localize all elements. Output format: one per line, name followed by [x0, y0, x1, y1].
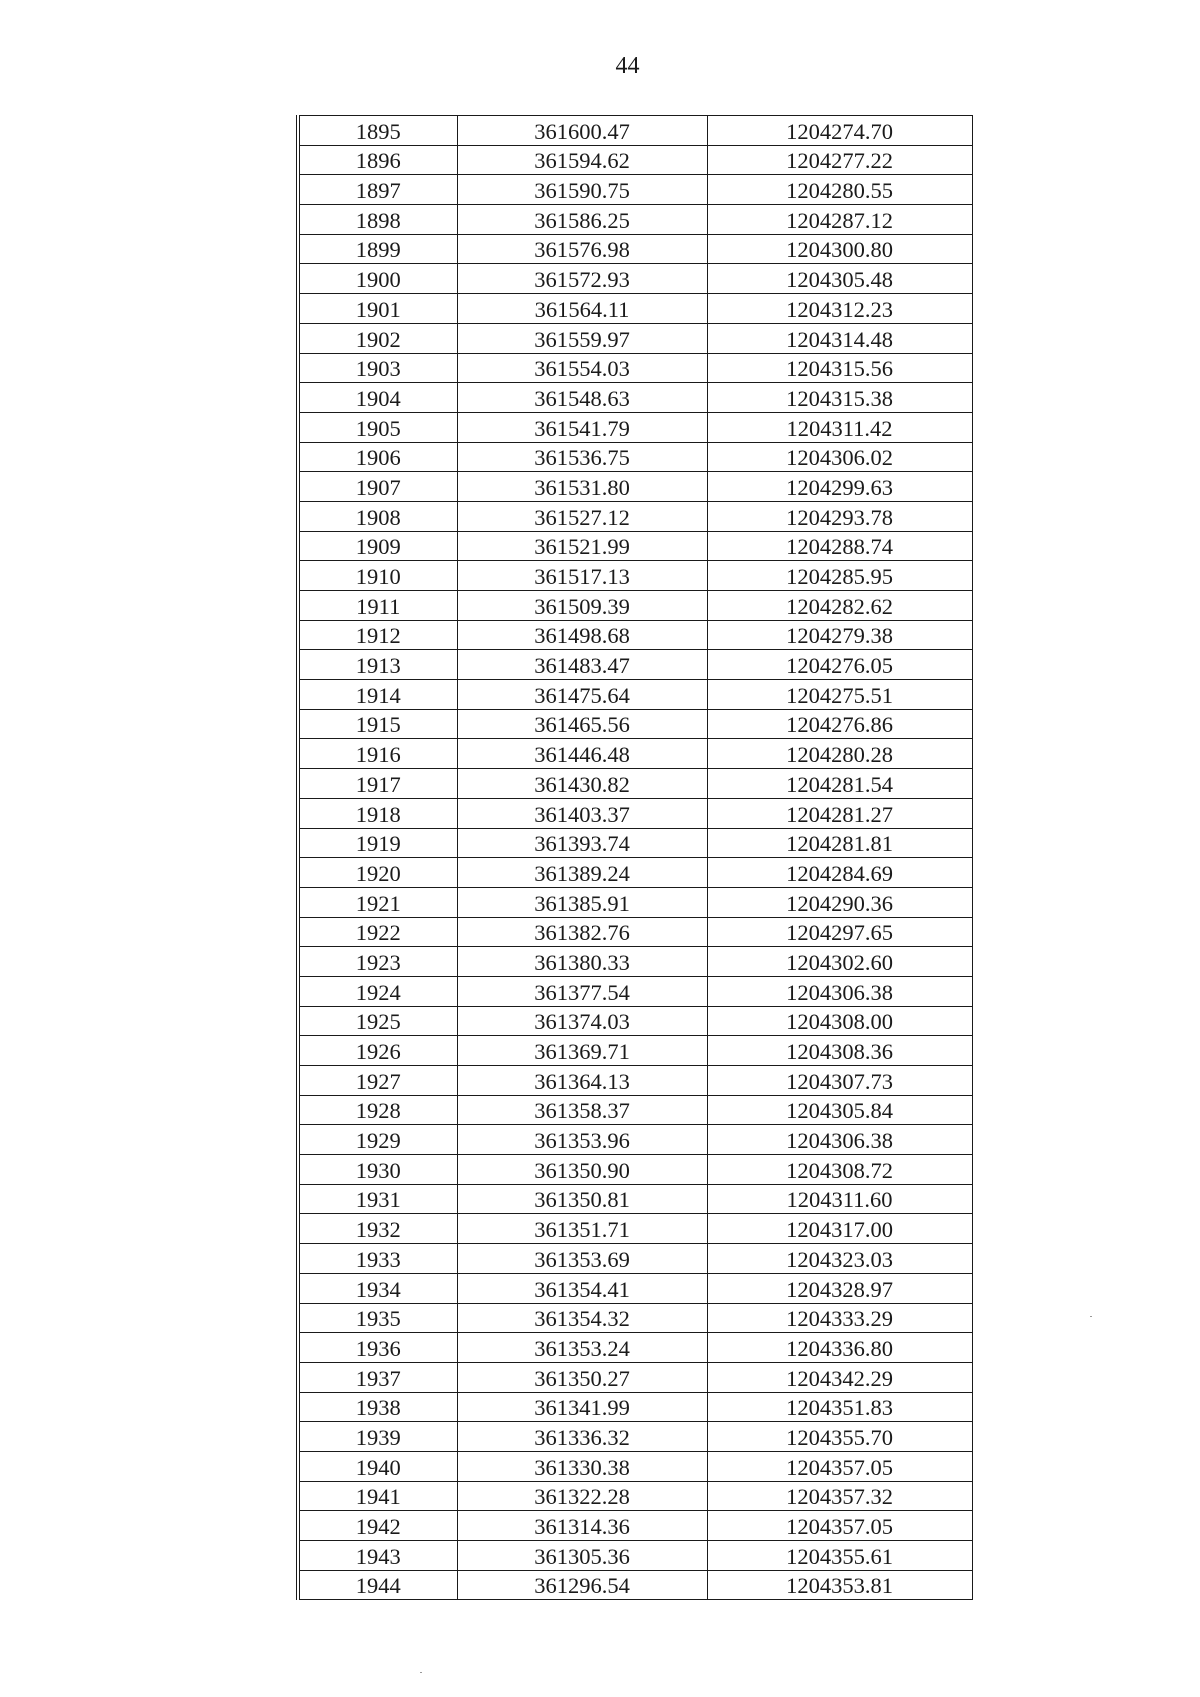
y-coordinate-cell: 1204311.42	[707, 412, 972, 442]
table-row	[298, 1184, 972, 1214]
table-row	[298, 1244, 972, 1274]
y-coordinate-cell: 1204357.32	[707, 1481, 972, 1511]
x-coordinate-cell: 361322.28	[457, 1481, 707, 1511]
point-number-cell: 1925	[298, 1006, 457, 1036]
point-number-cell: 1932	[298, 1214, 457, 1244]
point-number-cell: 1924	[298, 976, 457, 1006]
table-row	[298, 205, 972, 235]
x-coordinate-cell: 361483.47	[457, 650, 707, 680]
x-coordinate-cell: 361350.27	[457, 1362, 707, 1392]
x-coordinate-cell: 361403.37	[457, 798, 707, 828]
y-coordinate-cell: 1204355.61	[707, 1541, 972, 1571]
x-coordinate-cell: 361498.68	[457, 620, 707, 650]
y-coordinate-cell: 1204306.38	[707, 976, 972, 1006]
point-number-cell: 1923	[298, 947, 457, 977]
y-coordinate-cell: 1204297.65	[707, 917, 972, 947]
point-number-cell: 1943	[298, 1541, 457, 1571]
x-coordinate-cell: 361341.99	[457, 1392, 707, 1422]
table-row	[298, 1511, 972, 1541]
x-coordinate-cell: 361559.97	[457, 323, 707, 353]
table-row	[298, 1303, 972, 1333]
table-row	[298, 887, 972, 917]
y-coordinate-cell: 1204317.00	[707, 1214, 972, 1244]
y-coordinate-cell: 1204293.78	[707, 501, 972, 531]
point-number-cell: 1903	[298, 353, 457, 383]
table-row	[298, 531, 972, 561]
point-number-cell: 1931	[298, 1184, 457, 1214]
point-number-cell: 1919	[298, 828, 457, 858]
y-coordinate-cell: 1204299.63	[707, 472, 972, 502]
y-coordinate-cell: 1204305.84	[707, 1095, 972, 1125]
table-row	[298, 1541, 972, 1571]
point-number-cell: 1909	[298, 531, 457, 561]
x-coordinate-cell: 361590.75	[457, 175, 707, 205]
table-row	[298, 1481, 972, 1511]
point-number-cell: 1906	[298, 442, 457, 472]
point-number-cell: 1910	[298, 561, 457, 591]
y-coordinate-cell: 1204284.69	[707, 858, 972, 888]
x-coordinate-cell: 361353.69	[457, 1244, 707, 1274]
table-row	[298, 1125, 972, 1155]
point-number-cell: 1907	[298, 472, 457, 502]
x-coordinate-cell: 361350.90	[457, 1155, 707, 1185]
x-coordinate-cell: 361509.39	[457, 591, 707, 621]
y-coordinate-cell: 1204300.80	[707, 234, 972, 264]
table-row	[298, 828, 972, 858]
x-coordinate-cell: 361358.37	[457, 1095, 707, 1125]
x-coordinate-cell: 361393.74	[457, 828, 707, 858]
table-row	[298, 1155, 972, 1185]
point-number-cell: 1917	[298, 769, 457, 799]
table-row	[298, 501, 972, 531]
y-coordinate-cell: 1204276.86	[707, 709, 972, 739]
point-number-cell: 1929	[298, 1125, 457, 1155]
x-coordinate-cell: 361353.24	[457, 1333, 707, 1363]
point-number-cell: 1944	[298, 1570, 457, 1600]
point-number-cell: 1916	[298, 739, 457, 769]
x-coordinate-cell: 361354.32	[457, 1303, 707, 1333]
table-row	[298, 561, 972, 591]
y-coordinate-cell: 1204276.05	[707, 650, 972, 680]
y-coordinate-cell: 1204281.81	[707, 828, 972, 858]
table-row	[298, 739, 972, 769]
y-coordinate-cell: 1204306.02	[707, 442, 972, 472]
point-number-cell: 1928	[298, 1095, 457, 1125]
y-coordinate-cell: 1204315.38	[707, 383, 972, 413]
y-coordinate-cell: 1204336.80	[707, 1333, 972, 1363]
x-coordinate-cell: 361350.81	[457, 1184, 707, 1214]
y-coordinate-cell: 1204312.23	[707, 294, 972, 324]
x-coordinate-cell: 361475.64	[457, 680, 707, 710]
x-coordinate-cell: 361527.12	[457, 501, 707, 531]
y-coordinate-cell: 1204357.05	[707, 1451, 972, 1481]
table-row	[298, 976, 972, 1006]
x-coordinate-cell: 361541.79	[457, 412, 707, 442]
x-coordinate-cell: 361382.76	[457, 917, 707, 947]
x-coordinate-cell: 361446.48	[457, 739, 707, 769]
y-coordinate-cell: 1204308.00	[707, 1006, 972, 1036]
point-number-cell: 1930	[298, 1155, 457, 1185]
scan-speck	[420, 1672, 422, 1673]
table-row	[298, 917, 972, 947]
point-number-cell: 1915	[298, 709, 457, 739]
y-coordinate-cell: 1204308.72	[707, 1155, 972, 1185]
x-coordinate-cell: 361377.54	[457, 976, 707, 1006]
table-row	[298, 383, 972, 413]
x-coordinate-cell: 361430.82	[457, 769, 707, 799]
point-number-cell: 1920	[298, 858, 457, 888]
table-row	[298, 1006, 972, 1036]
table-row	[298, 650, 972, 680]
table-row	[298, 1214, 972, 1244]
y-coordinate-cell: 1204285.95	[707, 561, 972, 591]
point-number-cell: 1896	[298, 145, 457, 175]
y-coordinate-cell: 1204351.83	[707, 1392, 972, 1422]
point-number-cell: 1898	[298, 205, 457, 235]
point-number-cell: 1926	[298, 1036, 457, 1066]
table-row	[298, 175, 972, 205]
point-number-cell: 1935	[298, 1303, 457, 1333]
y-coordinate-cell: 1204281.27	[707, 798, 972, 828]
table-row	[298, 947, 972, 977]
x-coordinate-cell: 361374.03	[457, 1006, 707, 1036]
point-number-cell: 1921	[298, 887, 457, 917]
table-row	[298, 294, 972, 324]
y-coordinate-cell: 1204274.70	[707, 116, 972, 146]
point-number-cell: 1895	[298, 116, 457, 146]
table-row	[298, 1570, 972, 1600]
point-number-cell: 1927	[298, 1066, 457, 1096]
x-coordinate-cell: 361564.11	[457, 294, 707, 324]
table-row	[298, 858, 972, 888]
point-number-cell: 1908	[298, 501, 457, 531]
x-coordinate-cell: 361336.32	[457, 1422, 707, 1452]
y-coordinate-cell: 1204281.54	[707, 769, 972, 799]
point-number-cell: 1940	[298, 1451, 457, 1481]
x-coordinate-cell: 361586.25	[457, 205, 707, 235]
table-row	[298, 472, 972, 502]
y-coordinate-cell: 1204290.36	[707, 887, 972, 917]
coordinate-table-body	[298, 116, 972, 1600]
table-row	[298, 1333, 972, 1363]
x-coordinate-cell: 361364.13	[457, 1066, 707, 1096]
table-row	[298, 412, 972, 442]
x-coordinate-cell: 361330.38	[457, 1451, 707, 1481]
x-coordinate-cell: 361305.36	[457, 1541, 707, 1571]
y-coordinate-cell: 1204308.36	[707, 1036, 972, 1066]
point-number-cell: 1937	[298, 1362, 457, 1392]
table-row	[298, 1273, 972, 1303]
page-number: 44	[615, 53, 640, 79]
x-coordinate-cell: 361380.33	[457, 947, 707, 977]
point-number-cell: 1905	[298, 412, 457, 442]
point-number-cell: 1939	[298, 1422, 457, 1452]
y-coordinate-cell: 1204287.12	[707, 205, 972, 235]
table-row	[298, 1362, 972, 1392]
scan-speck	[1090, 1316, 1092, 1317]
point-number-cell: 1914	[298, 680, 457, 710]
point-number-cell: 1936	[298, 1333, 457, 1363]
point-number-cell: 1902	[298, 323, 457, 353]
y-coordinate-cell: 1204288.74	[707, 531, 972, 561]
x-coordinate-cell: 361600.47	[457, 116, 707, 146]
table-row	[298, 116, 972, 146]
y-coordinate-cell: 1204353.81	[707, 1570, 972, 1600]
point-number-cell: 1942	[298, 1511, 457, 1541]
table-row	[298, 1451, 972, 1481]
x-coordinate-cell: 361554.03	[457, 353, 707, 383]
y-coordinate-cell: 1204323.03	[707, 1244, 972, 1274]
x-coordinate-cell: 361576.98	[457, 234, 707, 264]
x-coordinate-cell: 361548.63	[457, 383, 707, 413]
y-coordinate-cell: 1204305.48	[707, 264, 972, 294]
x-coordinate-cell: 361572.93	[457, 264, 707, 294]
table-row	[298, 680, 972, 710]
y-coordinate-cell: 1204279.38	[707, 620, 972, 650]
x-coordinate-cell: 361389.24	[457, 858, 707, 888]
y-coordinate-cell: 1204342.29	[707, 1362, 972, 1392]
point-number-cell: 1941	[298, 1481, 457, 1511]
y-coordinate-cell: 1204328.97	[707, 1273, 972, 1303]
y-coordinate-cell: 1204333.29	[707, 1303, 972, 1333]
y-coordinate-cell: 1204306.38	[707, 1125, 972, 1155]
x-coordinate-cell: 361385.91	[457, 887, 707, 917]
table-row	[298, 1066, 972, 1096]
x-coordinate-cell: 361314.36	[457, 1511, 707, 1541]
table-row	[298, 798, 972, 828]
x-coordinate-cell: 361517.13	[457, 561, 707, 591]
point-number-cell: 1897	[298, 175, 457, 205]
point-number-cell: 1899	[298, 234, 457, 264]
table-row	[298, 591, 972, 621]
table-row	[298, 323, 972, 353]
point-number-cell: 1911	[298, 591, 457, 621]
point-number-cell: 1938	[298, 1392, 457, 1422]
table-row	[298, 145, 972, 175]
y-coordinate-cell: 1204314.48	[707, 323, 972, 353]
y-coordinate-cell: 1204275.51	[707, 680, 972, 710]
table-row	[298, 1036, 972, 1066]
x-coordinate-cell: 361536.75	[457, 442, 707, 472]
point-number-cell: 1904	[298, 383, 457, 413]
y-coordinate-cell: 1204280.55	[707, 175, 972, 205]
table-row	[298, 264, 972, 294]
point-number-cell: 1901	[298, 294, 457, 324]
x-coordinate-cell: 361465.56	[457, 709, 707, 739]
y-coordinate-cell: 1204280.28	[707, 739, 972, 769]
point-number-cell: 1922	[298, 917, 457, 947]
y-coordinate-cell: 1204311.60	[707, 1184, 972, 1214]
y-coordinate-cell: 1204315.56	[707, 353, 972, 383]
table-row	[298, 353, 972, 383]
y-coordinate-cell: 1204277.22	[707, 145, 972, 175]
y-coordinate-cell: 1204282.62	[707, 591, 972, 621]
table-row	[298, 1095, 972, 1125]
y-coordinate-cell: 1204307.73	[707, 1066, 972, 1096]
point-number-cell: 1900	[298, 264, 457, 294]
x-coordinate-cell: 361353.96	[457, 1125, 707, 1155]
x-coordinate-cell: 361351.71	[457, 1214, 707, 1244]
table-row	[298, 709, 972, 739]
x-coordinate-cell: 361531.80	[457, 472, 707, 502]
table-row	[298, 234, 972, 264]
point-number-cell: 1933	[298, 1244, 457, 1274]
table-row	[298, 769, 972, 799]
point-number-cell: 1912	[298, 620, 457, 650]
x-coordinate-cell: 361296.54	[457, 1570, 707, 1600]
table-row	[298, 1392, 972, 1422]
table-row	[298, 620, 972, 650]
x-coordinate-cell: 361354.41	[457, 1273, 707, 1303]
x-coordinate-cell: 361521.99	[457, 531, 707, 561]
y-coordinate-cell: 1204355.70	[707, 1422, 972, 1452]
coordinate-table	[296, 115, 973, 1600]
point-number-cell: 1918	[298, 798, 457, 828]
table-row	[298, 1422, 972, 1452]
x-coordinate-cell: 361369.71	[457, 1036, 707, 1066]
point-number-cell: 1934	[298, 1273, 457, 1303]
point-number-cell: 1913	[298, 650, 457, 680]
y-coordinate-cell: 1204357.05	[707, 1511, 972, 1541]
x-coordinate-cell: 361594.62	[457, 145, 707, 175]
y-coordinate-cell: 1204302.60	[707, 947, 972, 977]
table-row	[298, 442, 972, 472]
